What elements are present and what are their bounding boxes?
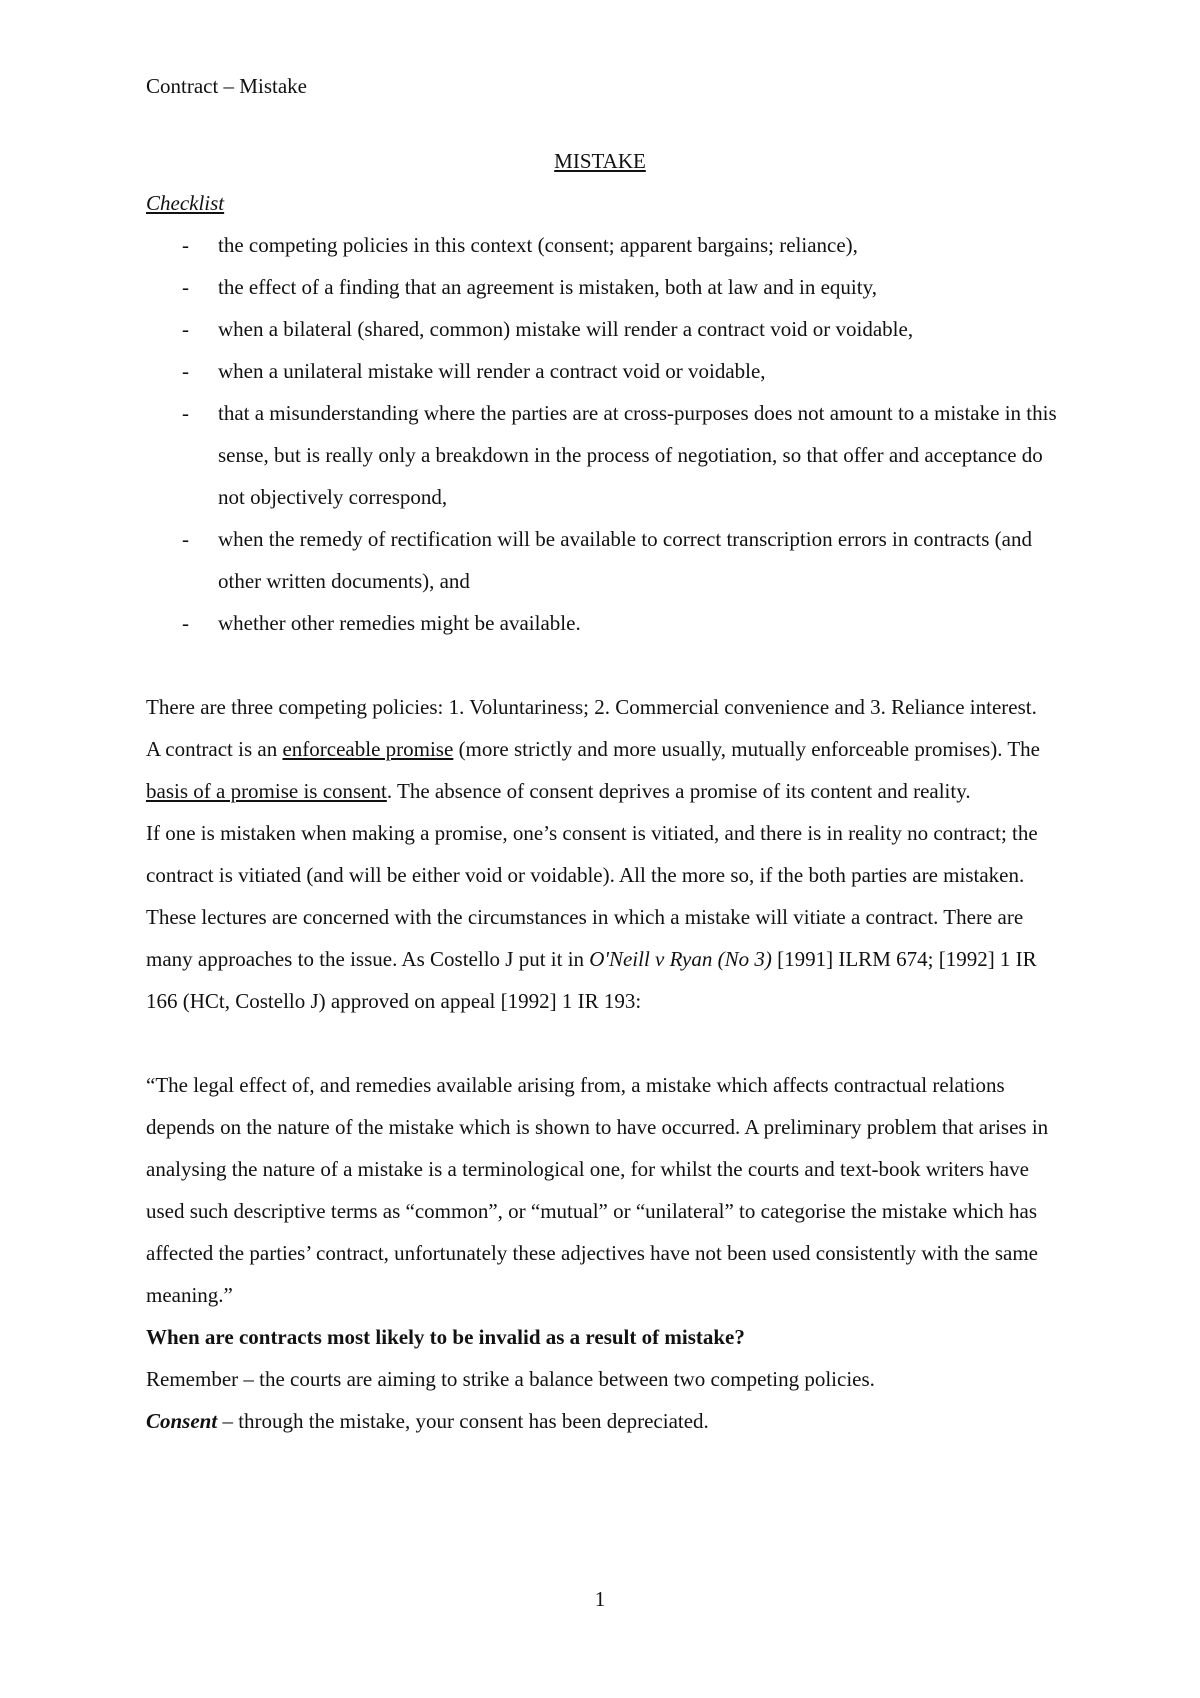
consent-paragraph — [146, 1400, 1066, 1442]
list-item — [146, 224, 1066, 266]
list-item — [146, 308, 1066, 350]
list-item-text: that a misunderstanding where the parties are at cross-purposes does not amount to a mistake in this sense, but is really only a breakdown in the process of negotiation, so that offer and acceptance do not objectively correspond, — [218, 401, 1057, 509]
list-item-text: whether other remedies might be available. — [218, 611, 581, 635]
remember-paragraph: Remember – the courts are aiming to strike a balance between two competing policies. — [146, 1367, 875, 1391]
list-item-text: the effect of a finding that an agreement is mistaken, both at law and in equity, — [218, 275, 877, 299]
list-item-text: the competing policies in this context (consent; apparent bargains; reliance), — [218, 233, 858, 257]
quotation-paragraph: “The legal effect of, and remedies available arising from, a mistake which affects contractual relations depends on the nature of the mistake which is shown to have occurred. A preliminary problem that arises in analysing the nature of a mistake is a terminological one, for whilst the courts and text-book writers have used such descriptive terms as “common”, or “mutual” or “unilateral” to categorise the mistake which has affected the parties’ contract, unfortunately these adjectives have not been used consistently with the same meaning.” — [146, 1073, 1049, 1307]
page-number: 1 — [594, 1587, 606, 1611]
mistaken-paragraph — [146, 812, 1066, 1022]
contract-paragraph — [146, 728, 1066, 812]
bullet-dash: - — [182, 611, 189, 635]
bullet-dash: - — [182, 359, 189, 383]
case-name: O'Neill v Ryan (No 3) — [589, 947, 772, 971]
list-item — [146, 602, 1066, 644]
running-header: Contract – Mistake — [146, 74, 307, 98]
list-item — [146, 518, 1066, 602]
document-title — [0, 148, 1200, 174]
text-run: . The absence of consent deprives a promise of its content and reality. — [386, 779, 971, 803]
blank-line — [146, 1022, 1066, 1064]
bullet-dash: - — [182, 275, 189, 299]
text-run: If one is mistaken when making a promise, one’s consent is vitiated, and there is in reality no contract; the contract is vitiated (and will be either void or voidable). All the more so, if the both parties are mistaken. These lectures are concerned with the circumstances in which a mistake will vitiate a contract. There are many approaches to the issue. As Costello J put it in — [146, 821, 1038, 971]
checklist — [146, 224, 1066, 644]
bullet-dash: - — [182, 401, 189, 425]
text-run: [1991] ILRM 674; [1992] 1 IR 166 (HCt, Costello J) approved on appeal [1992] 1 IR 193: — [146, 947, 1037, 1013]
bullet-dash: - — [182, 527, 189, 551]
consent-term: Consent — [146, 1409, 218, 1433]
document-body — [146, 190, 1066, 1442]
text-run: (more strictly and more usually, mutually enforceable promises). The — [453, 737, 1040, 761]
bullet-dash: - — [182, 233, 189, 257]
list-item — [146, 350, 1066, 392]
list-item-text: when a unilateral mistake will render a contract void or voidable, — [218, 359, 766, 383]
policies-paragraph: There are three competing policies: 1. Voluntariness; 2. Commercial convenience and 3. Reliance interest. — [146, 695, 1037, 719]
blank-line — [146, 644, 1066, 686]
bullet-dash: - — [182, 317, 189, 341]
underlined-phrase: basis of a promise is consent — [146, 779, 387, 803]
question-heading: When are contracts most likely to be invalid as a result of mistake? — [146, 1325, 745, 1349]
text-run: – through the mistake, your consent has been depreciated. — [217, 1409, 709, 1433]
list-item-text: when a bilateral (shared, common) mistake will render a contract void or voidable, — [218, 317, 914, 341]
title-text: MISTAKE — [554, 149, 646, 173]
list-item — [146, 266, 1066, 308]
checklist-heading: Checklist — [146, 191, 225, 215]
list-item — [146, 392, 1066, 518]
underlined-phrase: enforceable promise — [282, 737, 454, 761]
list-item-text: when the remedy of rectification will be available to correct transcription errors in contracts (and other written documents), and — [218, 527, 1032, 593]
text-run: A contract is an — [146, 737, 283, 761]
